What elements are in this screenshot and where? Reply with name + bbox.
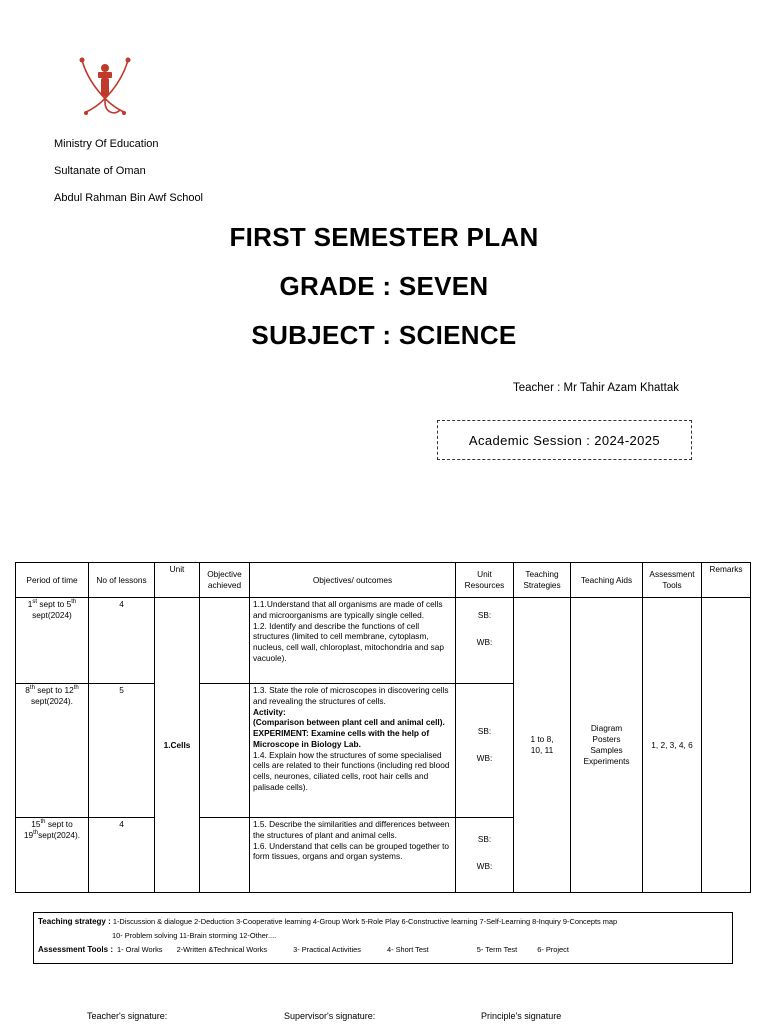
objectives-cell: 1.3. State the role of microscopes in discovering cells and revealing the structures of cells. Activity: (Comparison between plant cell and animal cell). EXPERIMENT: Examine cells with the help of Microscope in Biology Lab. 1.4. Explain how the structures of some specialised cells are related to their functions (including red blood cells, neurones, ciliated cells, root hair cells and palisade cells).: [250, 684, 456, 818]
objectives-cell: 1.5. Describe the similarities and differences between the structures of plant and animal cells. 1.6. Understand that cells can be grouped together to form tissues, organs and organ systems.: [250, 818, 456, 893]
strategy-row: [38, 915, 728, 929]
lessons-cell: 5: [89, 684, 155, 818]
period-cell: 15th sept to 19thsept(2024).: [16, 818, 89, 893]
supervisor-signature-label: Supervisor's signature:: [284, 1011, 376, 1021]
strategy-row-2: 10- Problem solving 11-Brain storming 12-Other....: [112, 931, 277, 940]
org-line-country: Sultanate of Oman: [54, 165, 146, 177]
period-cell: 8th sept to 12th sept(2024).: [16, 684, 89, 818]
principal-signature-label: Principle's signature: [481, 1011, 562, 1021]
resources-cell: SB: WB:: [456, 598, 514, 684]
strategy-list: 1-Discussion & dialogue 2-Deduction 3-Cooperative learning 4-Group Work 5-Role Play 6-Constructive learning 7-Self-Learning 8-Inquiry 9-Concepts map: [112, 917, 618, 926]
achieved-cell: [200, 598, 250, 684]
legend-box: [33, 912, 733, 964]
teacher-name: Teacher : Mr Tahir Azam Khattak: [513, 382, 679, 394]
header-assessment: Assessment Tools: [643, 563, 702, 598]
assessment-row: Assessment Tools : 1- Oral Works 2-Written &Technical Works 3- Practical Activities 4- Short Test 5- Term Test 6- Project: [38, 945, 569, 954]
assessment-label: Assessment Tools :: [38, 945, 113, 954]
semester-plan-table: [15, 562, 751, 893]
objectives-cell: 1.1.Understand that all organisms are made of cells and microorganisms are typically single celled. 1.2. Identify and describe the functions of cell structures (limited to cell membrane, cytoplasm, nucleus, cell wall, chloroplast, mitochondria and sap vacuole).: [250, 598, 456, 684]
header-period: Period of time: [16, 563, 89, 598]
strategies-cell: 1 to 8, 10, 11: [514, 598, 571, 893]
academic-session-text: Academic Session : 2024-2025: [468, 432, 661, 448]
header-achieved: Objective achieved: [200, 563, 250, 598]
header-lessons: No of lessons: [89, 563, 155, 598]
table-header-row: [16, 563, 751, 598]
lessons-cell: 4: [89, 818, 155, 893]
header-aids: Teaching Aids: [571, 563, 643, 598]
header-resources: Unit Resources: [456, 563, 514, 598]
remarks-cell: [702, 598, 751, 893]
aids-cell: Diagram Posters Samples Experiments: [571, 598, 643, 893]
oman-emblem-icon: [76, 52, 134, 122]
achieved-cell: [200, 818, 250, 893]
unit-cell: 1.Cells: [155, 598, 200, 893]
subject-title: SUBJECT : SCIENCE: [251, 320, 517, 350]
grade-title: GRADE : SEVEN: [279, 271, 489, 301]
period-cell: 1st sept to 5th sept(2024): [16, 598, 89, 684]
header-strategies: Teaching Strategies: [514, 563, 571, 598]
academic-session-box: [437, 420, 692, 460]
header-remarks: Remarks: [702, 563, 751, 598]
resources-cell: SB: WB:: [456, 684, 514, 818]
org-line-ministry: Ministry Of Education: [54, 138, 159, 150]
table-row: [16, 598, 751, 684]
header-unit: Unit: [155, 563, 200, 598]
strategy-label: Teaching strategy :: [38, 917, 111, 926]
assessment-cell: 1, 2, 3, 4, 6: [643, 598, 702, 893]
achieved-cell: [200, 684, 250, 818]
resources-cell: SB: WB:: [456, 818, 514, 893]
lessons-cell: 4: [89, 598, 155, 684]
header-objectives: Objectives/ outcomes: [250, 563, 456, 598]
org-line-school: Abdul Rahman Bin Awf School: [54, 192, 203, 204]
plan-title: FIRST SEMESTER PLAN: [229, 222, 539, 252]
teacher-signature-label: Teacher's signature:: [87, 1011, 168, 1021]
